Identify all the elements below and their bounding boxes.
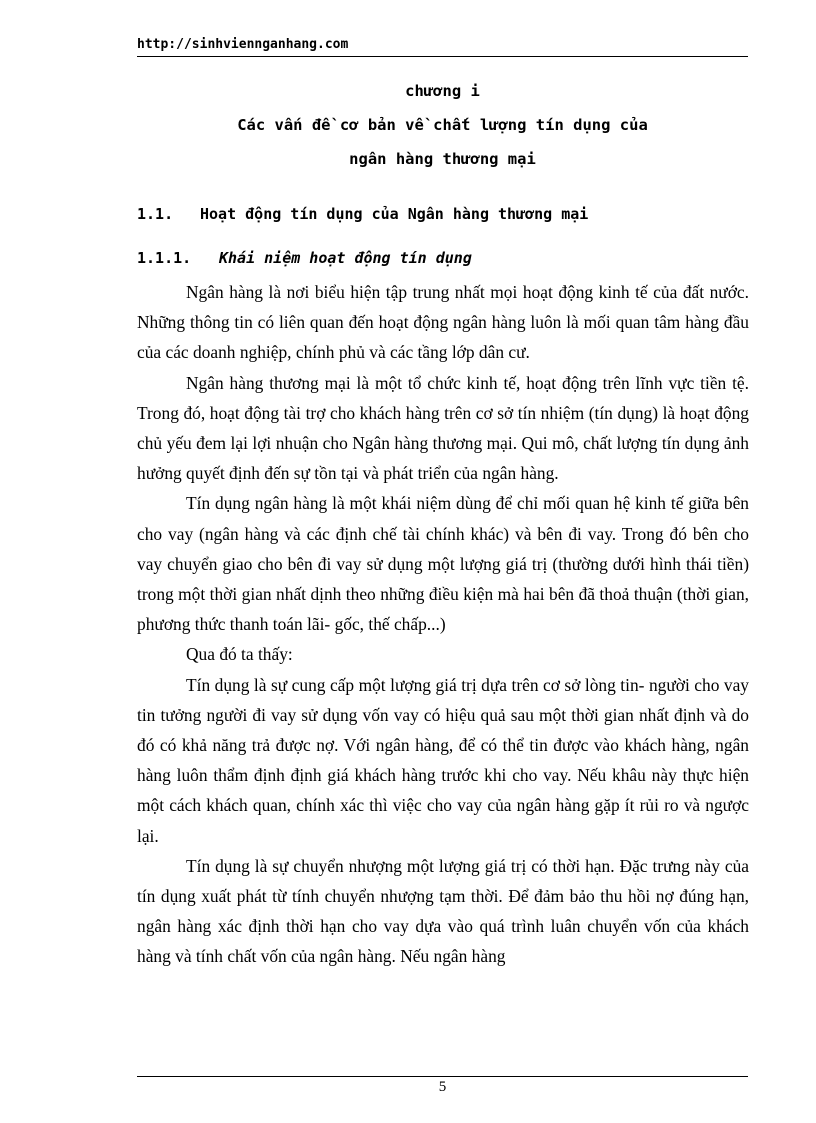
chapter-label: chương i [405, 82, 480, 100]
chapter-title-line-1: Các vấn đề cơ bản về chất lượng tín dụng của [237, 116, 648, 134]
paragraph: Tín dụng là sự cung cấp một lượng giá trị dựa trên cơ sở lòng tin- người cho vay tin tưởng người đi vay sử dụng vốn vay có hiệu quả sau một thời gian nhất định và do đó có khả năng trả được nợ. Với ngân hàng, để có thể tin được vào khách hàng, ngân hàng luôn thẩm định định giá khách hàng trước khi cho vay. Nếu khâu này thực hiện một cách khách quan, chính xác thì việc cho vay của ngân hàng gặp ít rủi ro và ngược lại. [137, 674, 749, 846]
section-title: Hoạt động tín dụng của Ngân hàng thương mại [200, 205, 589, 223]
section-heading-1-1 [137, 205, 588, 223]
paragraph: Ngân hàng thương mại là một tổ chức kinh tế, hoạt động trên lĩnh vực tiền tệ. Trong đó, hoạt động tài trợ cho khách hàng trên cơ sở tín nhiệm (tín dụng) là hoạt động chủ yếu đem lại lợi nhuận cho Ngân hàng thương mại. Qui mô, chất lượng tín dụng ảnh hưởng quyết định đến sự tồn tại và phát triển của ngân hàng. [137, 372, 749, 484]
chapter-title-line-2: ngân hàng thương mại [349, 150, 536, 168]
footer-divider [137, 1076, 748, 1077]
paragraph: Tín dụng ngân hàng là một khái niệm dùng để chỉ mối quan hệ kinh tế giữa bên cho vay (ngân hàng và các định chế tài chính khác) và bên đi vay. Trong đó bên cho vay chuyển giao cho bên đi vay sử dụng một lượng giá trị (thường dưới hình thái tiền) trong một thời gian nhất dịnh theo những điều kiện mà hai bên đã thoả thuận (thời gian, phương thức thanh toán lãi- gốc, thế chấp...) [137, 493, 749, 635]
header-url: http://sinhviennganhang.com [137, 37, 349, 52]
body-text [137, 277, 749, 972]
paragraph: Tín dụng là sự chuyển nhượng một lượng giá trị có thời hạn. Đặc trưng này của tín dụng xuất phát từ tính chuyển nhượng tạm thời. Để đảm bảo thu hồi nợ đúng hạn, ngân hàng xác định thời hạn cho vay dựa vào quá trình luân chuyển vốn của khách hàng và tính chất vốn của ngân hàng. Nếu ngân hàng [137, 855, 749, 967]
subsection-number: 1.1.1. [137, 249, 192, 267]
subsection-title: Khái niệm hoạt động tín dụng [219, 249, 472, 267]
page-number: 5 [438, 1079, 447, 1095]
section-heading-1-1-1 [137, 249, 472, 267]
paragraph: Ngân hàng là nơi biểu hiện tập trung nhất mọi hoạt động kinh tế của đất nước. Những thông tin có liên quan đến hoạt động ngân hàng luôn là mối quan tâm hàng đầu của các doanh nghiệp, chính phủ và các tầng lớp dân cư. [137, 282, 749, 363]
paragraph: Qua đó ta thấy: [186, 644, 293, 665]
header-divider [137, 56, 748, 57]
section-number: 1.1. [137, 205, 174, 223]
